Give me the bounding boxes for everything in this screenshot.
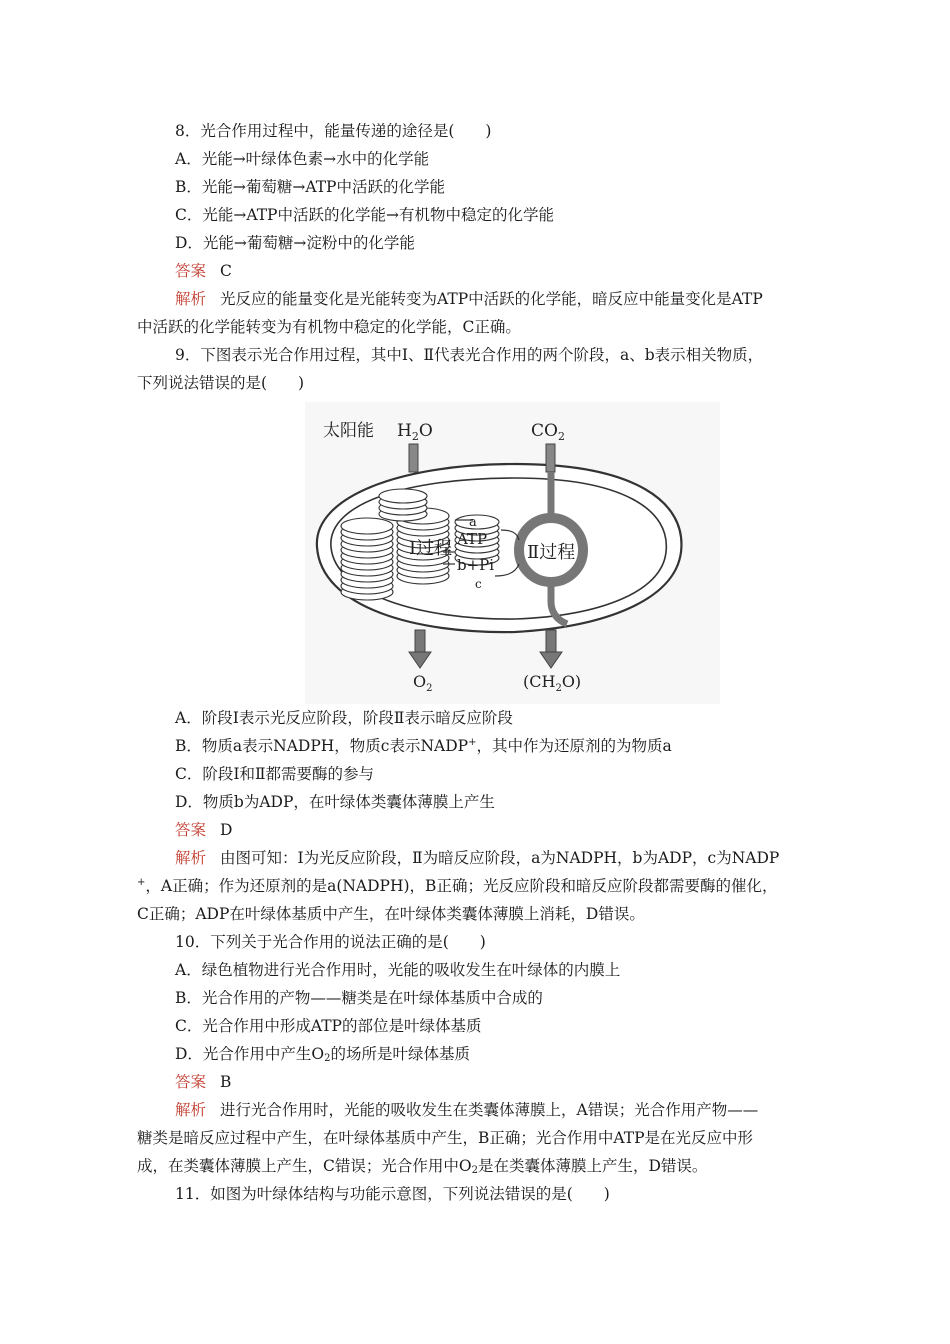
- q9-option-d: D．物质b为ADP，在叶绿体类囊体薄膜上产生: [175, 793, 495, 811]
- answer-label: 答案: [175, 1073, 207, 1091]
- q10-analysis-line3: 成，在类囊体薄膜上产生，C错误；光合作用中$O_2$是在类囊体薄膜上产生，D错误。: [137, 1157, 708, 1176]
- h2o-label: $H_2O$: [397, 421, 433, 443]
- q9-option-c: C．阶段Ⅰ和Ⅱ都需要酶的参与: [175, 765, 375, 783]
- q8-answer: [175, 261, 232, 281]
- q9-option-b: B．物质a表示NADPH，物质c表示NADP+，其中作为还原剂的为物质a: [175, 737, 672, 755]
- analysis-text: 由图可知：Ⅰ为光反应阶段，Ⅱ为暗反应阶段，a为NADPH，b为ADP，c为NADP: [220, 849, 780, 867]
- q10-option-c: C．光合作用中形成ATP的部位是叶绿体基质: [175, 1017, 482, 1035]
- o2-label: $O_2$: [413, 672, 433, 694]
- q9-stem-line2: 下列说法错误的是( ): [137, 374, 305, 392]
- q9-analysis-line2: +，A正确；作为还原剂的是a(NADPH)，B正确；光反应阶段和暗反应阶段都需要酶的催化，: [137, 877, 778, 895]
- analysis-label: 解析: [175, 849, 207, 867]
- q9-analysis: [175, 848, 779, 868]
- a-label: a: [469, 515, 477, 530]
- bpi-label: b+Pi: [457, 556, 495, 574]
- q10-option-d: D．光合作用中产生$O_2$的场所是叶绿体基质: [175, 1045, 471, 1064]
- analysis-text: 进行光合作用时，光能的吸收发生在类囊体薄膜上，A错误；光合作用产物——: [220, 1101, 759, 1119]
- analysis-label: 解析: [175, 1101, 207, 1119]
- q11-stem: 11．如图为叶绿体结构与功能示意图，下列说法错误的是( ): [175, 1185, 610, 1203]
- q9-stem: 9．下图表示光合作用过程，其中Ⅰ、Ⅱ代表光合作用的两个阶段，a、b表示相关物质，: [175, 346, 764, 364]
- ch2o-label: $(CH_2O)$: [523, 672, 582, 694]
- q9-analysis-line3: C正确；ADP在叶绿体基质中产生，在叶绿体类囊体薄膜上消耗，D错误。: [137, 905, 645, 923]
- q10-stem: 10．下列关于光合作用的说法正确的是( ): [175, 933, 486, 951]
- co2-inlet: [546, 444, 555, 472]
- q10-analysis-line2: 糖类是暗反应过程中产生，在叶绿体基质中产生，B正确；光合作用中ATP是在光反应中形: [137, 1129, 754, 1147]
- answer-label: 答案: [175, 821, 207, 839]
- q8-analysis-line2: 中活跃的化学能转变为有机物中稳定的化学能，C正确。: [137, 318, 521, 336]
- q8-option-c: C．光能→ATP中活跃的化学能→有机物中稳定的化学能: [175, 206, 554, 224]
- answer-label: 答案: [175, 262, 207, 280]
- atp-label: ATP: [457, 530, 488, 548]
- q10-option-a: A．绿色植物进行光合作用时，光能的吸收发生在叶绿体的内膜上: [175, 961, 621, 979]
- q8-option-d: D．光能→葡萄糖→淀粉中的化学能: [175, 234, 415, 252]
- analysis-label: 解析: [175, 290, 207, 308]
- q10-option-b: B．光合作用的产物——糖类是在叶绿体基质中合成的: [175, 989, 543, 1007]
- thylakoid-disc: [379, 489, 427, 503]
- co2-label: $CO_2$: [531, 421, 565, 443]
- stage2-label: Ⅱ过程: [527, 542, 576, 563]
- q10-analysis: [175, 1100, 758, 1120]
- analysis-text: 光反应的能量变化是光能转变为ATP中活跃的化学能，暗反应中能量变化是ATP: [220, 290, 763, 308]
- q9-answer: [175, 820, 232, 840]
- thylakoid-disc: [341, 518, 393, 534]
- answer-value: B: [220, 1073, 232, 1091]
- c-label: c: [475, 577, 482, 591]
- h2o-inlet: [409, 444, 418, 472]
- chloroplast-svg: [305, 402, 720, 704]
- q8-option-b: B．光能→葡萄糖→ATP中活跃的化学能: [175, 178, 445, 196]
- q8-option-a: A．光能→叶绿体色素→水中的化学能: [175, 150, 430, 168]
- answer-value: D: [220, 821, 233, 839]
- q8-stem: 8．光合作用过程中，能量传递的途径是( ): [175, 122, 492, 140]
- thylakoid-disc: [455, 515, 499, 529]
- sun-label: 太阳能: [323, 421, 374, 441]
- chloroplast-diagram: [305, 402, 720, 704]
- q9-option-a: A．阶段Ⅰ表示光反应阶段，阶段Ⅱ表示暗反应阶段: [175, 709, 513, 727]
- answer-value: C: [220, 262, 232, 280]
- q8-analysis: [175, 289, 763, 309]
- stage1-label: Ⅰ过程: [409, 538, 453, 559]
- q10-answer: [175, 1072, 231, 1092]
